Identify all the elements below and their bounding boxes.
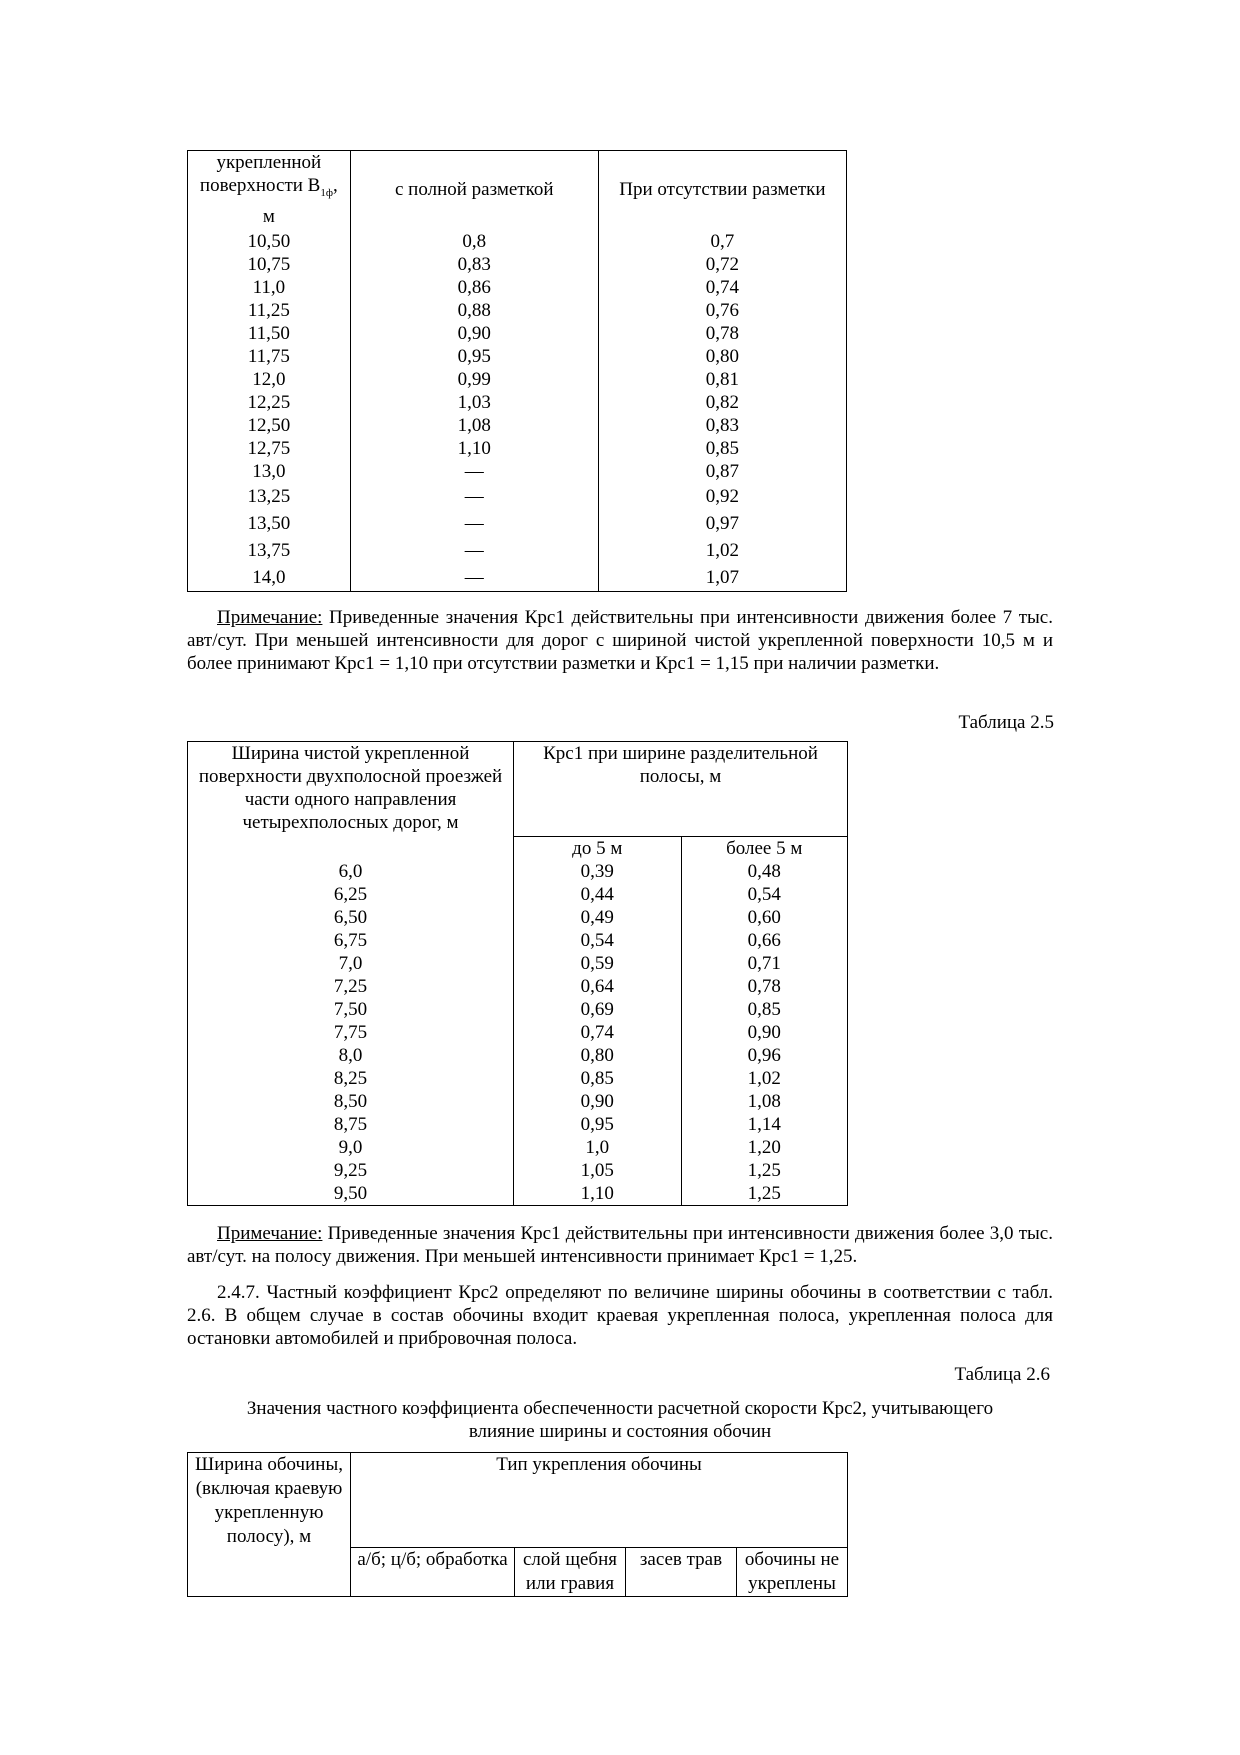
header-shoulder-width: Ширина обочины, (включая краевую укрепленную полосу), м [188, 1453, 351, 1597]
table-row [188, 299, 847, 322]
table-row [188, 883, 848, 906]
cell-width: 12,75 [188, 437, 351, 460]
cell-width: 11,25 [188, 299, 351, 322]
table-row [188, 975, 848, 998]
cell-over-5m: 0,96 [747, 1045, 781, 1066]
cell-up-to-5m: 0,80 [514, 1044, 681, 1067]
cell-with-marking: 1,08 [350, 414, 598, 437]
cell-over-5m: 0,71 [747, 953, 781, 974]
cell-over-5m: 1,25 [747, 1160, 781, 1181]
table-2-6 [187, 1452, 848, 1597]
cell-up-to-5m: 0,39 [514, 860, 681, 883]
cell-without-marking: 0,74 [705, 276, 740, 298]
table-row [188, 1067, 848, 1090]
cell-up-to-5m: 0,64 [514, 975, 681, 998]
cell-over-5m: 0,60 [747, 907, 781, 928]
cell-over-5m: 0,66 [747, 930, 781, 951]
table-row [188, 322, 847, 345]
cell-without-marking: 0,83 [705, 414, 740, 436]
cell-over-5m: 1,25 [747, 1183, 781, 1204]
cell-up-to-5m: 0,90 [514, 1090, 681, 1113]
table-row [188, 345, 847, 368]
cell-width: 12,0 [188, 368, 351, 391]
cell-without-marking: 0,76 [705, 299, 740, 321]
cell-up-to-5m: 1,10 [514, 1182, 681, 1206]
cell-without-marking: 0,87 [705, 460, 740, 482]
table-row [188, 414, 847, 437]
cell-without-marking: 0,78 [705, 322, 740, 344]
cell-with-marking: — [350, 564, 598, 592]
header-asphalt-concrete: а/б; ц/б; обработка [351, 1548, 515, 1597]
cell-up-to-5m: 0,69 [514, 998, 681, 1021]
cell-over-5m: 0,78 [747, 976, 781, 997]
cell-up-to-5m: 0,74 [514, 1021, 681, 1044]
cell-width: 12,25 [188, 391, 351, 414]
cell-over-5m: 1,20 [747, 1137, 781, 1158]
cell-over-5m: 0,90 [747, 1022, 781, 1043]
note-table-1: Примечание: Приведенные значения Крс1 действительны при интенсивности движения более 7 тыс. авт/сут. При меньшей интенсивности для дорог с шириной чистой укрепленной поверхности 10,5 м и более принимают Крс1 = 1,10 при отсутствии разметки и Крс1 = 1,15 при наличии разметки. [187, 607, 1053, 674]
cell-over-5m: 0,54 [747, 884, 781, 905]
table-2-6-caption: Значения частного коэффициента обеспеченности расчетной скорости Крс2, учитывающего влияние ширины и состояния обочин [246, 1398, 994, 1442]
cell-without-marking: 0,97 [705, 512, 740, 534]
cell-with-marking: — [350, 537, 598, 564]
header-with-marking: с полной разметкой [350, 151, 598, 228]
cell-without-marking: 0,85 [705, 437, 740, 459]
cell-over-5m: 1,02 [747, 1068, 781, 1089]
header-over-5m: более 5 м [681, 837, 848, 861]
table-row [188, 1159, 848, 1182]
table-header-row [188, 151, 847, 228]
table-row [188, 1113, 848, 1136]
cell-over-5m: 0,85 [747, 999, 781, 1020]
cell-without-marking: 0,81 [705, 368, 740, 390]
table-row [188, 1021, 848, 1044]
cell-up-to-5m: 0,85 [514, 1067, 681, 1090]
cell-with-marking: 0,86 [350, 276, 598, 299]
cell-width: 8,0 [188, 1044, 514, 1067]
cell-width: 6,0 [188, 860, 514, 883]
table-row [188, 998, 848, 1021]
cell-width: 13,75 [188, 537, 351, 564]
header-without-marking: При отсутствии разметки [619, 178, 826, 200]
table-row [188, 437, 847, 460]
cell-up-to-5m: 0,44 [514, 883, 681, 906]
cell-with-marking: 1,03 [350, 391, 598, 414]
table-row [188, 368, 847, 391]
cell-with-marking: 0,95 [350, 345, 598, 368]
cell-up-to-5m: 0,59 [514, 952, 681, 975]
cell-over-5m: 0,48 [747, 861, 781, 882]
paragraph-2-4-7: 2.4.7. Частный коэффициент Крс2 определяют по величине ширины обочины в соответствии с табл. 2.6. В общем случае в состав обочины входит краевая укрепленная полоса, укрепленная полоса для остановки автомобилей и прибровочная полоса. [187, 1282, 1053, 1349]
cell-up-to-5m: 0,95 [514, 1113, 681, 1136]
cell-width: 6,75 [188, 929, 514, 952]
table-2-5-label: Таблица 2.5 [958, 712, 1054, 733]
cell-up-to-5m: 1,0 [514, 1136, 681, 1159]
cell-width: 9,0 [188, 1136, 514, 1159]
table-row [188, 253, 847, 276]
cell-over-5m: 1,08 [747, 1091, 781, 1112]
cell-width: 11,75 [188, 345, 351, 368]
cell-width: 11,0 [188, 276, 351, 299]
table-row [188, 537, 847, 564]
cell-width: 9,25 [188, 1159, 514, 1182]
table-row [188, 510, 847, 537]
cell-with-marking: 1,10 [350, 437, 598, 460]
cell-width: 8,50 [188, 1090, 514, 1113]
table-row [188, 276, 847, 299]
cell-width: 7,0 [188, 952, 514, 975]
cell-width: 13,25 [188, 483, 351, 510]
cell-width: 6,50 [188, 906, 514, 929]
cell-width: 9,50 [188, 1182, 514, 1206]
table-2-5 [187, 741, 848, 1206]
cell-with-marking: 0,99 [350, 368, 598, 391]
cell-width: 7,50 [188, 998, 514, 1021]
header-shoulder-type: Тип укрепления обочины [496, 1454, 702, 1475]
table-row [188, 929, 848, 952]
cell-over-5m: 1,14 [747, 1114, 781, 1135]
cell-without-marking: 0,72 [705, 253, 740, 275]
cell-width: 11,50 [188, 322, 351, 345]
cell-up-to-5m: 0,54 [514, 929, 681, 952]
cell-width: 13,50 [188, 510, 351, 537]
cell-width: 8,75 [188, 1113, 514, 1136]
table-2-6-label: Таблица 2.6 [954, 1364, 1050, 1385]
table-row [188, 1182, 848, 1206]
cell-with-marking: 0,83 [350, 253, 598, 276]
table-row [188, 860, 848, 883]
cell-width: 10,75 [188, 253, 351, 276]
cell-with-marking: — [350, 483, 598, 510]
table-width-coefficient-krs1 [187, 150, 847, 592]
cell-width: 6,25 [188, 883, 514, 906]
table-row [188, 460, 847, 483]
table-row [188, 391, 847, 414]
cell-width: 12,50 [188, 414, 351, 437]
cell-without-marking: 0,7 [710, 230, 735, 252]
cell-without-marking: 0,80 [705, 345, 740, 367]
table-row [188, 952, 848, 975]
header-unreinforced: обочины не укреплены [737, 1548, 848, 1597]
table-row [188, 906, 848, 929]
table-row [188, 1044, 848, 1067]
cell-width: 7,25 [188, 975, 514, 998]
table-row [188, 564, 847, 592]
table-row [188, 1090, 848, 1113]
cell-width: 10,50 [188, 228, 351, 253]
cell-up-to-5m: 0,49 [514, 906, 681, 929]
header-width: укрепленной поверхности $В_{1ф}$, м [188, 151, 351, 228]
header-divider-width: Крс1 при ширине разделительной полосы, м [543, 743, 818, 787]
cell-without-marking: 0,92 [705, 485, 740, 507]
table-row [188, 228, 847, 253]
cell-width: 14,0 [188, 564, 351, 592]
header-up-to-5m: до 5 м [514, 837, 681, 861]
header-width-four-lane: Ширина чистой укрепленной поверхности двухполосной проезжей части одного направления четырехполосных дорог, м [188, 742, 514, 861]
table-header-row [188, 1453, 848, 1548]
cell-width: 7,75 [188, 1021, 514, 1044]
cell-with-marking: 0,90 [350, 322, 598, 345]
header-gravel-layer: слой щебня или гравия [515, 1548, 626, 1597]
table-row [188, 1136, 848, 1159]
cell-without-marking: 0,82 [705, 391, 740, 413]
cell-without-marking: 1,02 [705, 539, 740, 561]
cell-width: 13,0 [188, 460, 351, 483]
table-row [188, 483, 847, 510]
cell-up-to-5m: 1,05 [514, 1159, 681, 1182]
note-table-2-5: Примечание: Приведенные значения Крс1 действительны при интенсивности движения более 3,0 тыс. авт/сут. на полосу движения. При меньшей интенсивности принимает Крс1 = 1,25. [187, 1223, 1053, 1267]
header-grass: засев трав [626, 1548, 737, 1597]
cell-with-marking: — [350, 460, 598, 483]
cell-with-marking: — [350, 510, 598, 537]
cell-with-marking: 0,88 [350, 299, 598, 322]
cell-with-marking: 0,8 [350, 228, 598, 253]
cell-width: 8,25 [188, 1067, 514, 1090]
table-header-row [188, 742, 848, 837]
cell-without-marking: 1,07 [705, 566, 740, 588]
